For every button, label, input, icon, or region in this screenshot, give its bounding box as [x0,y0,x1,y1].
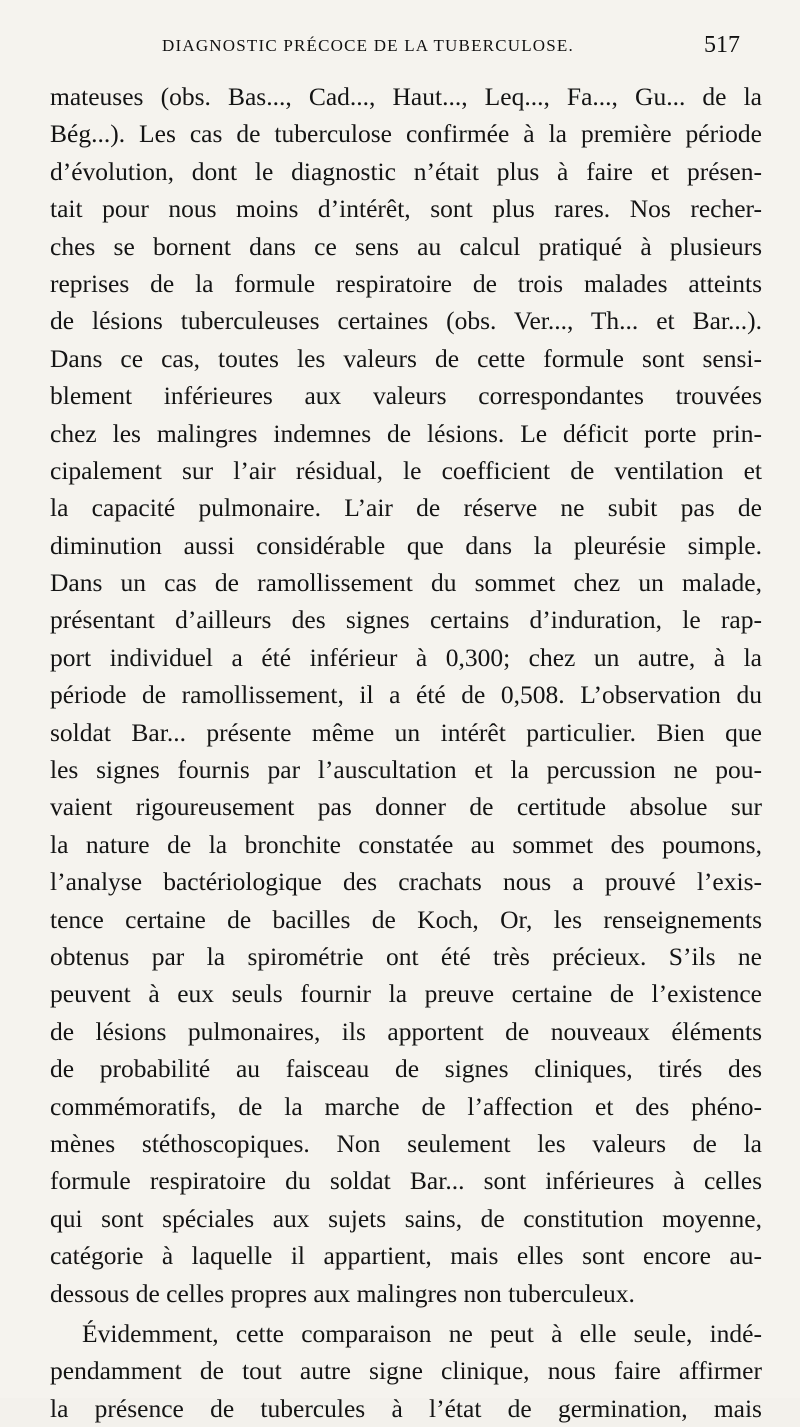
text-line: tait pour nous moins d’intérêt, sont plus rares. Nos recher- [50,194,762,224]
text-line: commémoratifs, de la marche de l’affection et des phéno- [50,1091,762,1121]
paragraph [50,78,762,1312]
text-line: cipalement sur l’air résidual, le coefficient de ventilation et [50,455,762,485]
text-line: Bég...). Les cas de tuberculose confirmée à la première période [50,119,762,149]
text-line: tence certaine de bacilles de Koch, Or, les renseignements [50,904,762,934]
running-title: DIAGNOSTIC PRÉCOCE DE LA TUBERCULOSE. [162,36,574,55]
text-line: Dans un cas de ramollissement du sommet chez un malade, [50,568,762,598]
text-line: de probabilité au faisceau de signes cliniques, tirés des [50,1054,762,1084]
text-line: catégorie à laquelle il appartient, mais elles sont encore au- [50,1241,762,1271]
text-line: la capacité pulmonaire. L’air de réserve ne subit pas de [50,493,762,523]
text-line: peuvent à eux seuls fournir la preuve certaine de l’existence [50,979,762,1009]
text-line: Évidemment, cette comparaison ne peut à elle seule, indé- [82,1318,762,1348]
text-line: soldat Bar... présente même un intérêt particulier. Bien que [50,717,762,747]
text-line: de lésions tuberculeuses certaines (obs. Ver..., Th... et Bar...). [50,306,762,336]
text-line: reprises de la formule respiratoire de trois malades atteints [50,268,762,298]
text-line: formule respiratoire du soldat Bar... sont inférieures à celles [50,1166,762,1196]
page-number: 517 [704,32,740,58]
text-line: qui sont spéciales aux sujets sains, de constitution moyenne, [50,1203,762,1233]
text-line: chez les malingres indemnes de lésions. Le déficit porte prin- [50,418,762,448]
text-line: de lésions pulmonaires, ils apportent de nouveaux éléments [50,1016,762,1046]
running-head [48,30,748,64]
text-line: la présence de tubercules à l’état de germination, mais [50,1393,762,1423]
text-line: Dans ce cas, toutes les valeurs de cette formule sont sensi- [50,343,762,373]
text-line: présentant d’ailleurs des signes certains d’induration, le rap- [50,605,762,635]
text-line: ches se bornent dans ce sens au calcul pratiqué à plusieurs [50,231,762,261]
text-line: d’évolution, dont le diagnostic n’était plus à faire et présen- [50,156,762,186]
text-line: période de ramollissement, il a été de 0,508. L’observation du [50,680,762,710]
text-line: pendamment de tout autre signe clinique, nous faire affirmer [50,1356,762,1386]
text-line: port individuel a été inférieur à 0,300; chez un autre, à la [50,642,762,672]
text-line: blement inférieures aux valeurs correspondantes trouvées [50,381,762,411]
text-line: la nature de la bronchite constatée au sommet des poumons, [50,829,762,859]
text-line: mateuses (obs. Bas..., Cad..., Haut..., Leq..., Fa..., Gu... de la [50,82,762,111]
paragraph [50,1315,762,1427]
text-line: diminution aussi considérable que dans la pleurésie simple. [50,530,762,560]
text-line: les signes fournis par l’auscultation et la percussion ne pou- [50,755,762,785]
text-line: dessous de celles propres aux malingres non tuberculeux. [50,1278,635,1308]
text-line: obtenus par la spirométrie ont été très précieux. S’ils ne [50,941,762,971]
text-line: mènes stéthoscopiques. Non seulement les valeurs de la [50,1128,762,1158]
text-line: l’analyse bactériologique des crachats nous a prouvé l’exis- [50,867,762,897]
body-text [50,78,762,1427]
text-line: vaient rigoureusement pas donner de certitude absolue sur [50,792,762,822]
